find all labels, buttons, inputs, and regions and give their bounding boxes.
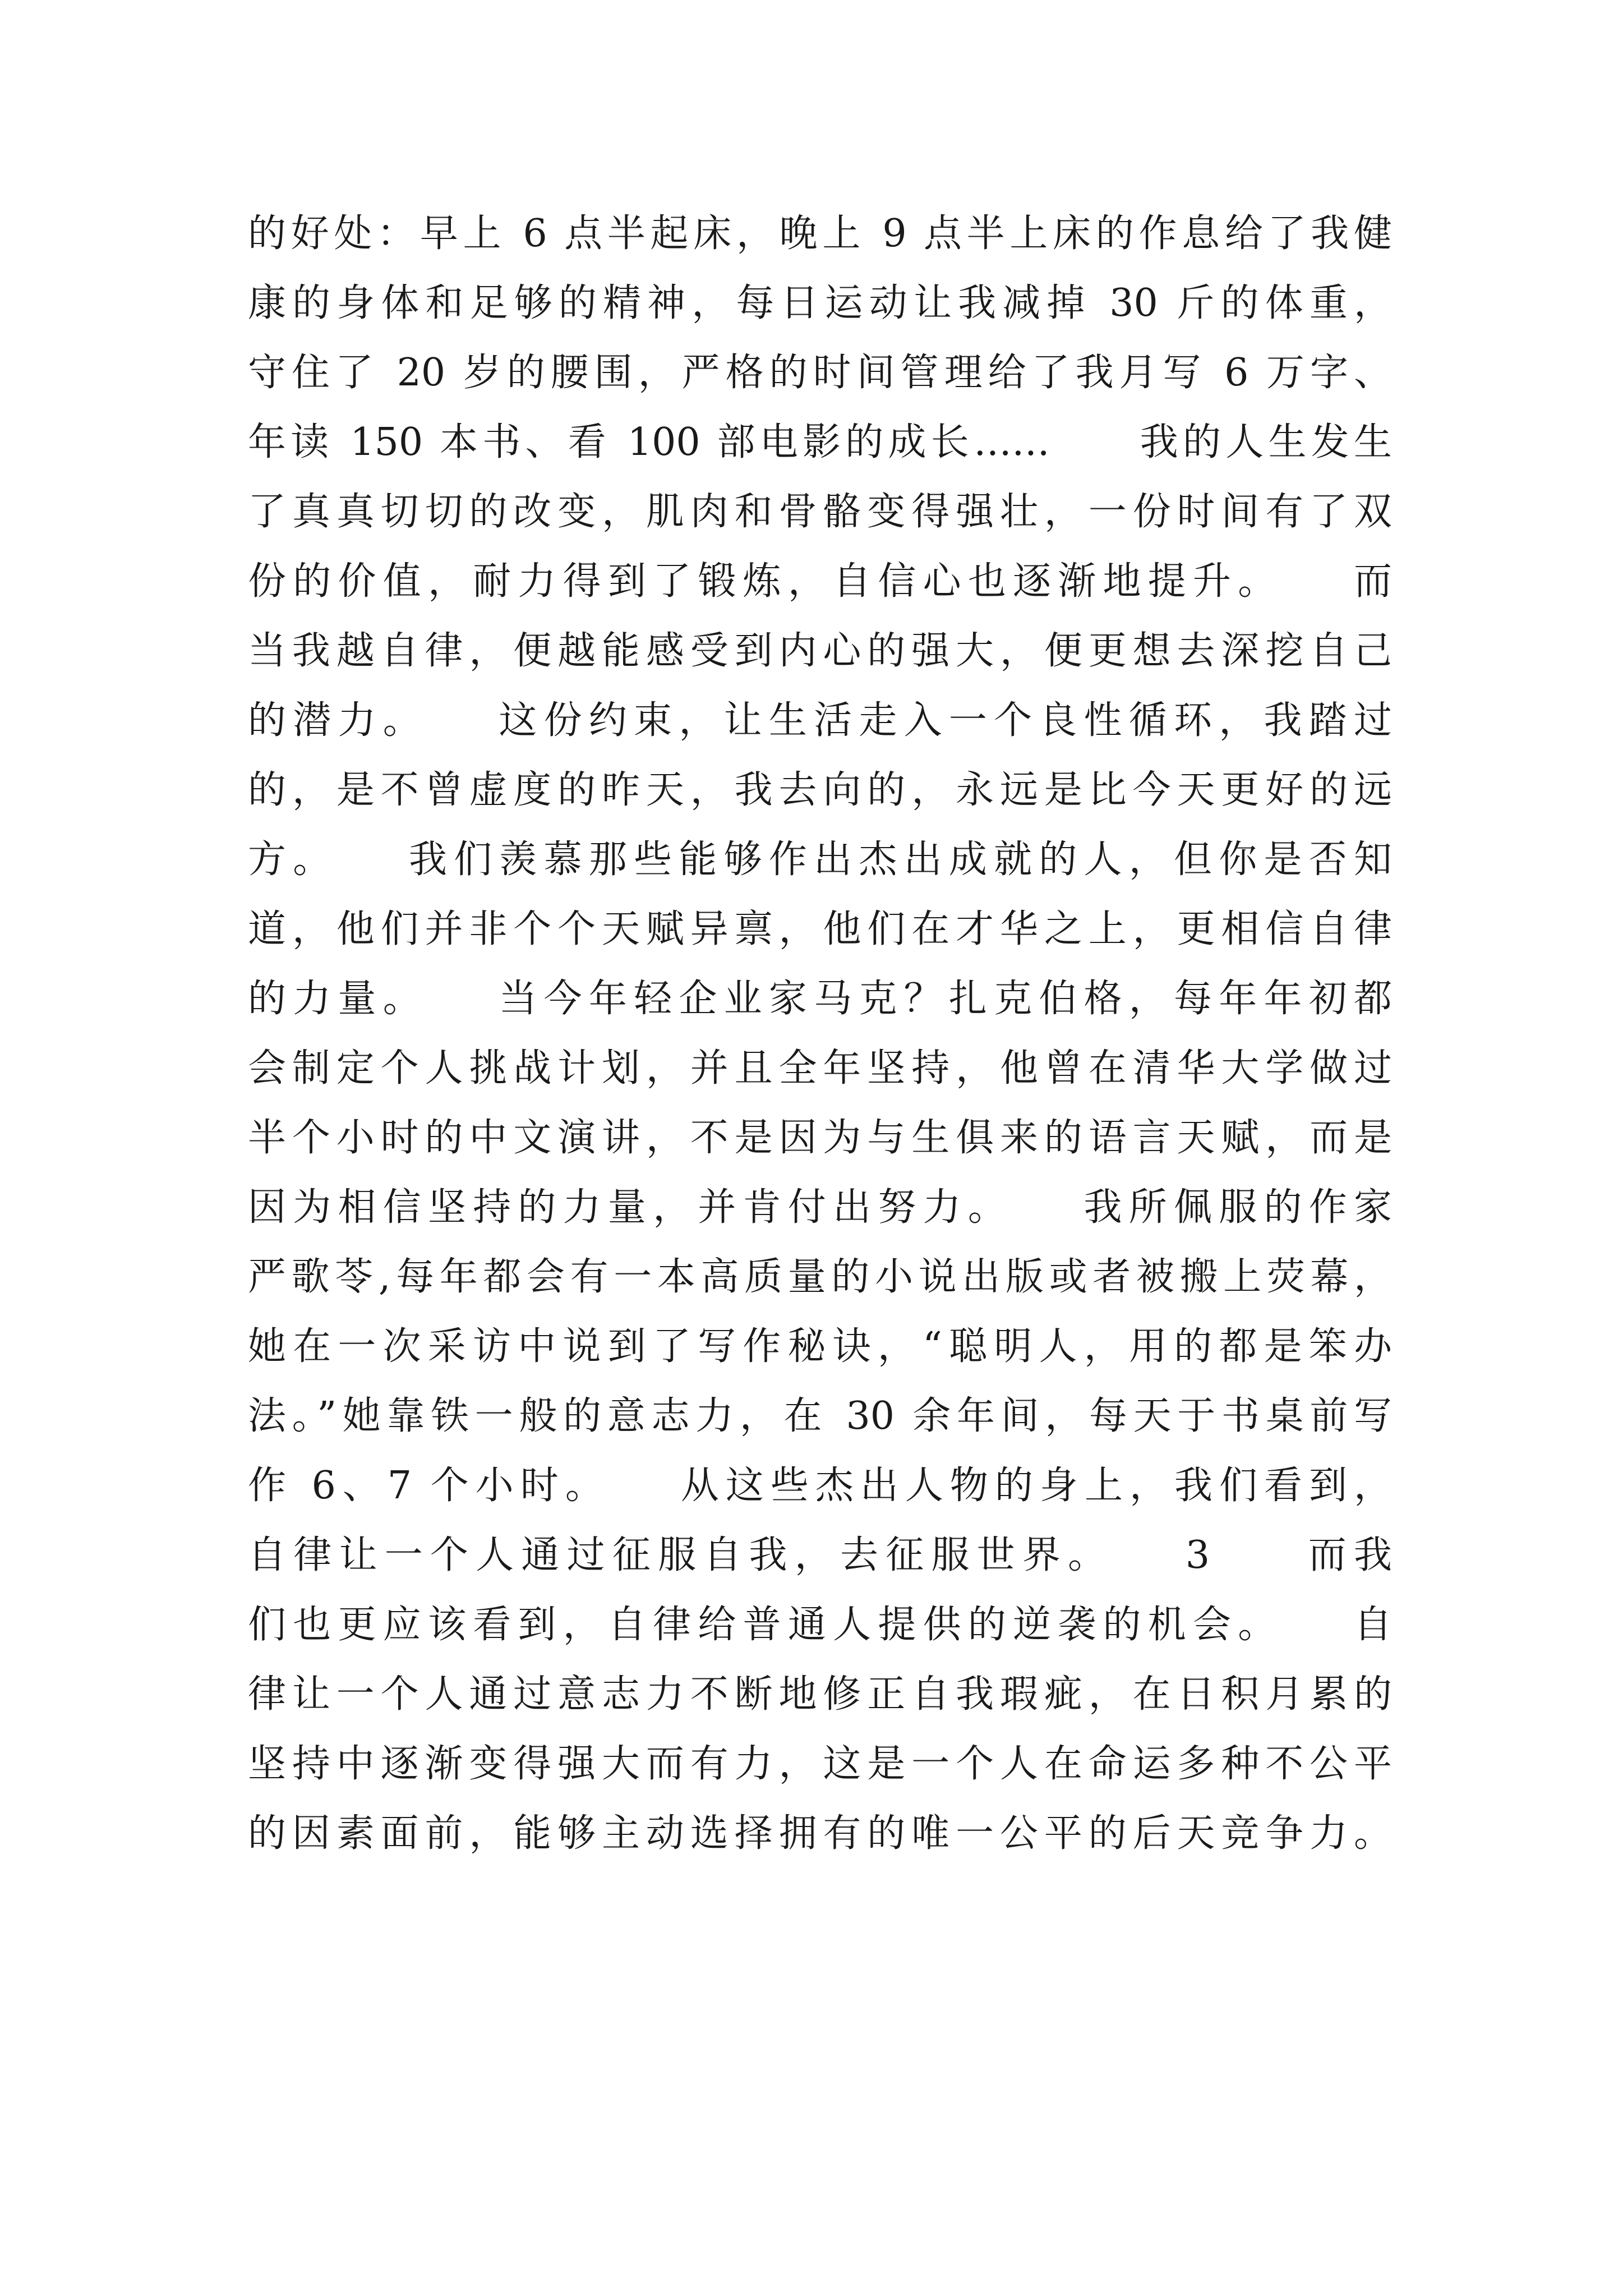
text-line: 们也更应该看到，自律给普通人提供的逆袭的机会。 自 (248, 1603, 1392, 1647)
body-text (248, 199, 1392, 1869)
text-line: 方。 我们羡慕那些能够作出杰出成就的人，但你是否知 (248, 838, 1392, 882)
text-line: 严歌苓,每年都会有一本高质量的小说出版或者被搬上荧幕， (248, 1255, 1392, 1299)
text-line: 会制定个人挑战计划，并且全年坚持，他曾在清华大学做过 (248, 1046, 1392, 1091)
text-line: 的因素面前，能够主动选择拥有的唯一公平的后天竞争力。 (248, 1811, 1392, 1856)
text-line: 了真真切切的改变，肌肉和骨骼变得强壮，一份时间有了双 (248, 490, 1392, 534)
text-line: 自律让一个人通过征服自我，去征服世界。 3 而我 (248, 1533, 1392, 1577)
text-line: 当我越自律，便越能感受到内心的强大，便更想去深挖自己 (248, 629, 1392, 673)
text-line: 的力量。 当今年轻企业家马克？扎克伯格，每年年初都 (248, 977, 1392, 1021)
text-line: 律让一个人通过意志力不断地修正自我瑕疵，在日积月累的 (248, 1672, 1392, 1717)
text-line: 法。”她靠铁一般的意志力，在 30 余年间，每天于书桌前写 (248, 1394, 1392, 1438)
text-line: 道，他们并非个个天赋异禀，他们在才华之上，更相信自律 (248, 907, 1392, 951)
text-line: 作 6、7 个小时。 从这些杰出人物的身上，我们看到， (248, 1464, 1392, 1508)
text-line: 的，是不曾虚度的昨天，我去向的，永远是比今天更好的远 (248, 768, 1392, 812)
text-line: 年读 150 本书、看 100 部电影的成长…… 我的人生发生 (248, 420, 1392, 464)
text-line: 守住了 20 岁的腰围，严格的时间管理给了我月写 6 万字、 (248, 351, 1392, 395)
text-line: 康的身体和足够的精神，每日运动让我减掉 30 斤的体重， (248, 281, 1392, 325)
text-line: 半个小时的中文演讲，不是因为与生俱来的语言天赋，而是 (248, 1116, 1392, 1160)
text-line: 因为相信坚持的力量，并肯付出努力。 我所佩服的作家 (248, 1185, 1392, 1230)
text-line: 的潜力。 这份约束，让生活走入一个良性循环，我踏过 (248, 698, 1392, 743)
text-line: 的好处：早上 6 点半起床，晚上 9 点半上床的作息给了我健 (248, 211, 1392, 256)
text-line: 坚持中逐渐变得强大而有力，这是一个人在命运多种不公平 (248, 1742, 1392, 1786)
text-line: 份的价值，耐力得到了锻炼，自信心也逐渐地提升。 而 (248, 559, 1392, 604)
text-line: 她在一次采访中说到了写作秘诀，“聪明人，用的都是笨办 (248, 1324, 1392, 1369)
